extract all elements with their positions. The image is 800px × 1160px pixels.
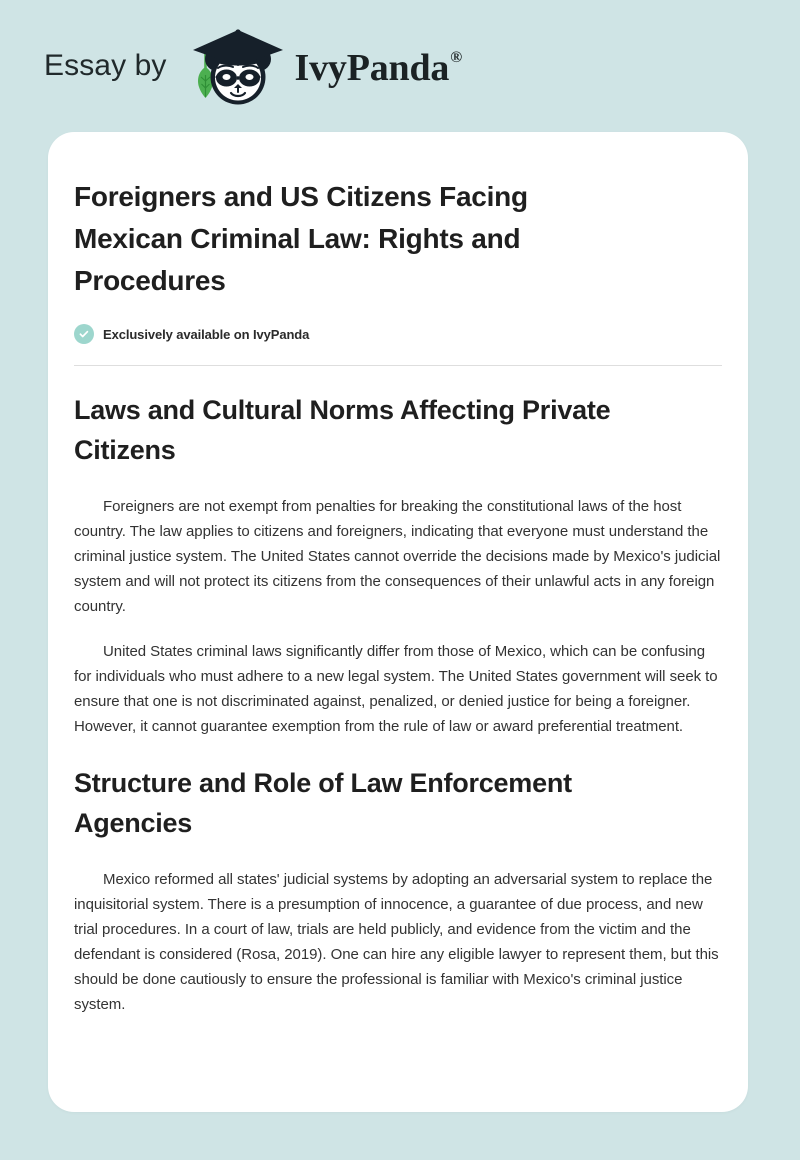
section-heading: Structure and Role of Law Enforcement Agencies [74, 768, 572, 838]
registered-trademark-icon: ® [450, 49, 462, 67]
section-heading: Laws and Cultural Norms Affecting Private Citizens [74, 395, 611, 465]
ivypanda-panda-graduation-cap-logo-icon [183, 23, 287, 109]
brand-wordmark [295, 49, 461, 87]
exclusive-availability-label: Exclusively available on IvyPanda [103, 326, 310, 342]
essay-card [48, 132, 748, 1112]
body-paragraph: Foreigners are not exempt from penalties for breaking the constitutional laws of the host country. The law applies to citizens and foreigners, indicating that everyone must understand the criminal justice system. The United States cannot override the decisions made by Mexico's judicial system and will not protect its citizens from the consequences of their unlawful acts in any foreign country. [74, 498, 721, 615]
body-paragraph: United States criminal laws significantly differ from those of Mexico, which can be confusing for individuals who must adhere to a new legal system. The United States government will seek to ensure that one is not discriminated against, penalized, or denied justice for being a foreigner. However, it cannot guarantee exemption from the rule of law or award preferential treatment. [74, 643, 718, 735]
exclusive-availability-badge [74, 324, 722, 344]
body-paragraph: Mexico reformed all states' judicial systems by adopting an adversarial system to replace the inquisitorial system. There is a presumption of innocence, a guarantee of due process, and new trial procedures. In a court of law, trials are held publicly, and evidence from the victim and the defendant is considered (Rosa, 2019). One can hire any eligible lawyer to represent them, but this should be done cautiously to ensure the professional is familiar with Mexico's criminal justice system. [74, 871, 719, 1013]
essay-content [74, 176, 722, 1017]
ivypanda-brand-link[interactable] [183, 23, 461, 109]
title-divider [74, 365, 722, 366]
brand-name-text: IvyPanda [294, 47, 450, 89]
page-title: Foreigners and US Citizens Facing Mexican Criminal Law: Rights and Procedures [74, 181, 528, 296]
check-circle-icon [74, 324, 94, 344]
essay-by-label: Essay by [44, 49, 167, 82]
site-header [0, 0, 800, 132]
